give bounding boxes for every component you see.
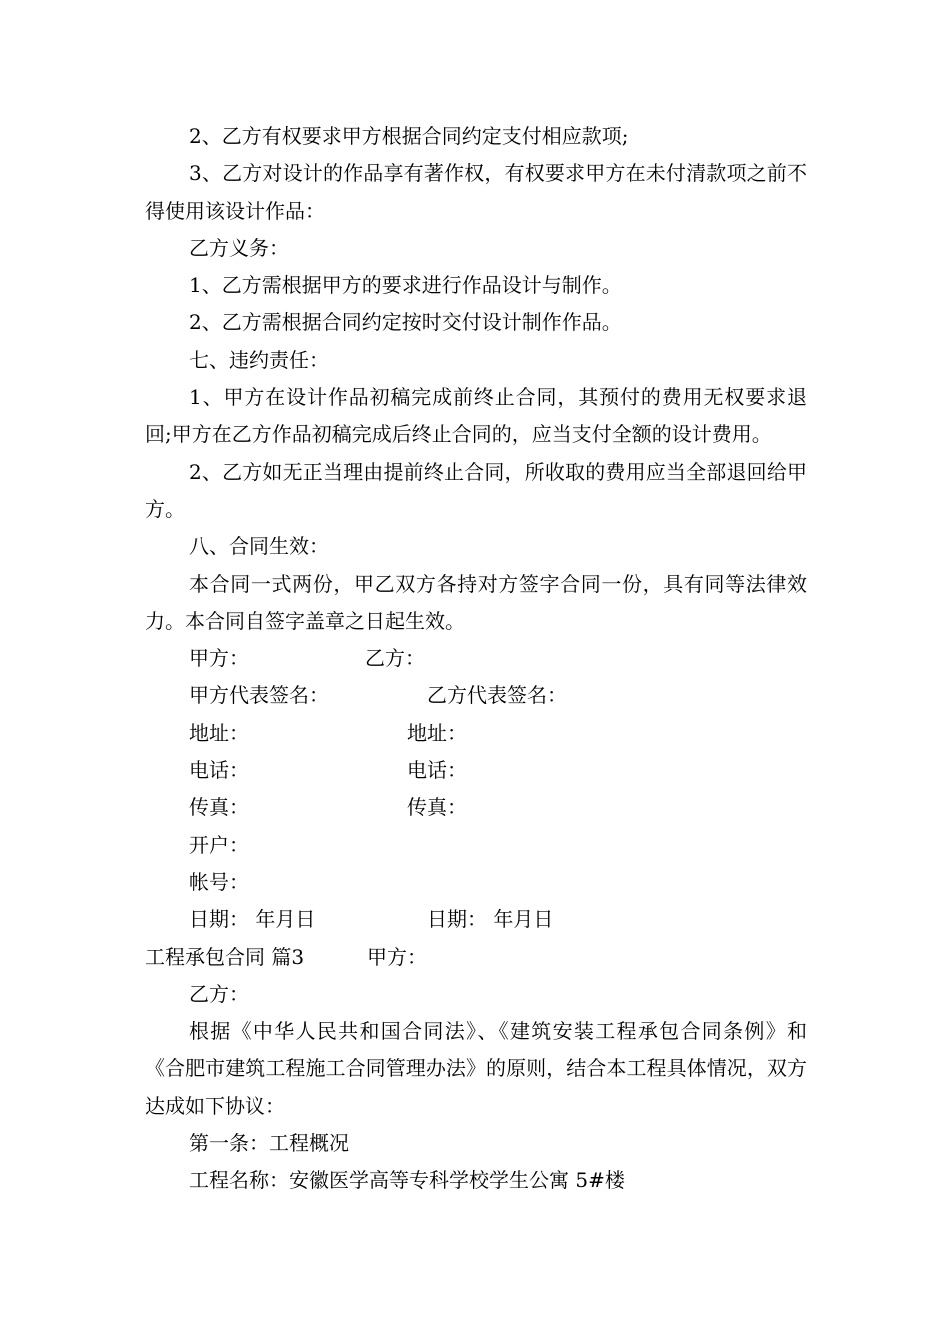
paragraph-breach-1 xyxy=(145,379,807,454)
contract3-article-1: 第一条：工程概况 xyxy=(189,1131,349,1156)
heading-effective: 八、合同生效： xyxy=(189,534,329,559)
fax-b-label: 传真： xyxy=(407,795,467,820)
fax-a-label: 传真： xyxy=(189,795,249,820)
paragraph-obligation-1: 1、乙方需根据甲方的要求进行作品设计与制作。 xyxy=(189,273,622,298)
contract3-intro xyxy=(145,1013,807,1125)
contract3-intro-text: 根据《中华人民共和国合同法》、《建筑安装工程承包合同条例》和《合肥市建筑工程施工合同管理办法》的原则，结合本工程具体情况，双方达成如下协议： xyxy=(145,1019,807,1118)
heading-breach: 七、违约责任： xyxy=(189,347,329,372)
signature-address-row xyxy=(145,715,807,752)
party-a-label: 甲方： xyxy=(189,646,249,671)
paragraph-copyright xyxy=(145,155,807,230)
document-body xyxy=(145,118,807,1200)
contract3-title: 工程承包合同 篇3 xyxy=(145,944,305,969)
breach-2-text: 2、乙方如无正当理由提前终止合同，所收取的费用应当全部退回给甲方。 xyxy=(145,459,807,521)
address-b-label: 地址： xyxy=(407,720,467,745)
paragraph-obligation-2: 2、乙方需根据合同约定按时交付设计制作作品。 xyxy=(189,310,622,335)
paragraph-breach-2 xyxy=(145,454,807,529)
contract3-heading-row xyxy=(145,939,807,976)
heading-obligations: 乙方义务： xyxy=(189,235,289,260)
rep-a-label: 甲方代表签名： xyxy=(189,683,329,708)
party-b-label: 乙方： xyxy=(365,646,425,671)
rep-b-label: 乙方代表签名： xyxy=(427,683,567,708)
paragraph-right-payment: 2、乙方有权要求甲方根据合同约定支付相应款项; xyxy=(189,124,629,148)
contract3-party-b: 乙方： xyxy=(189,981,249,1006)
signature-fax-row xyxy=(145,789,807,826)
date-b-label: 日期： 年月日 xyxy=(427,907,554,932)
date-a-label: 日期： 年月日 xyxy=(189,907,316,932)
phone-a-label: 电话： xyxy=(189,758,249,783)
paragraph-effective xyxy=(145,566,807,641)
account-label: 帐号： xyxy=(189,869,249,894)
signature-date-row xyxy=(145,901,807,938)
phone-b-label: 电话： xyxy=(407,758,467,783)
breach-1-text: 1、甲方在设计作品初稿完成前终止合同，其预付的费用无权要求退回;甲方在乙方作品初稿完成后终止合同的，应当支付全额的设计费用。 xyxy=(145,385,807,447)
signature-phone-row xyxy=(145,752,807,789)
signature-rep-row xyxy=(145,677,807,714)
contract3-project-name: 工程名称：安徽医学高等专科学校学生公寓 5#楼 xyxy=(189,1168,625,1193)
contract3-party-a: 甲方： xyxy=(367,944,427,969)
copyright-text: 3、乙方对设计的作品享有著作权，有权要求甲方在未付清款项之前不得使用该设计作品： xyxy=(145,161,807,223)
address-a-label: 地址： xyxy=(189,720,249,745)
signature-parties-row xyxy=(145,640,807,677)
bank-label: 开户： xyxy=(189,832,249,857)
effective-text: 本合同一式两份，甲乙双方各持对方签字合同一份，具有同等法律效力。本合同自签字盖章之日起生效。 xyxy=(145,571,807,633)
